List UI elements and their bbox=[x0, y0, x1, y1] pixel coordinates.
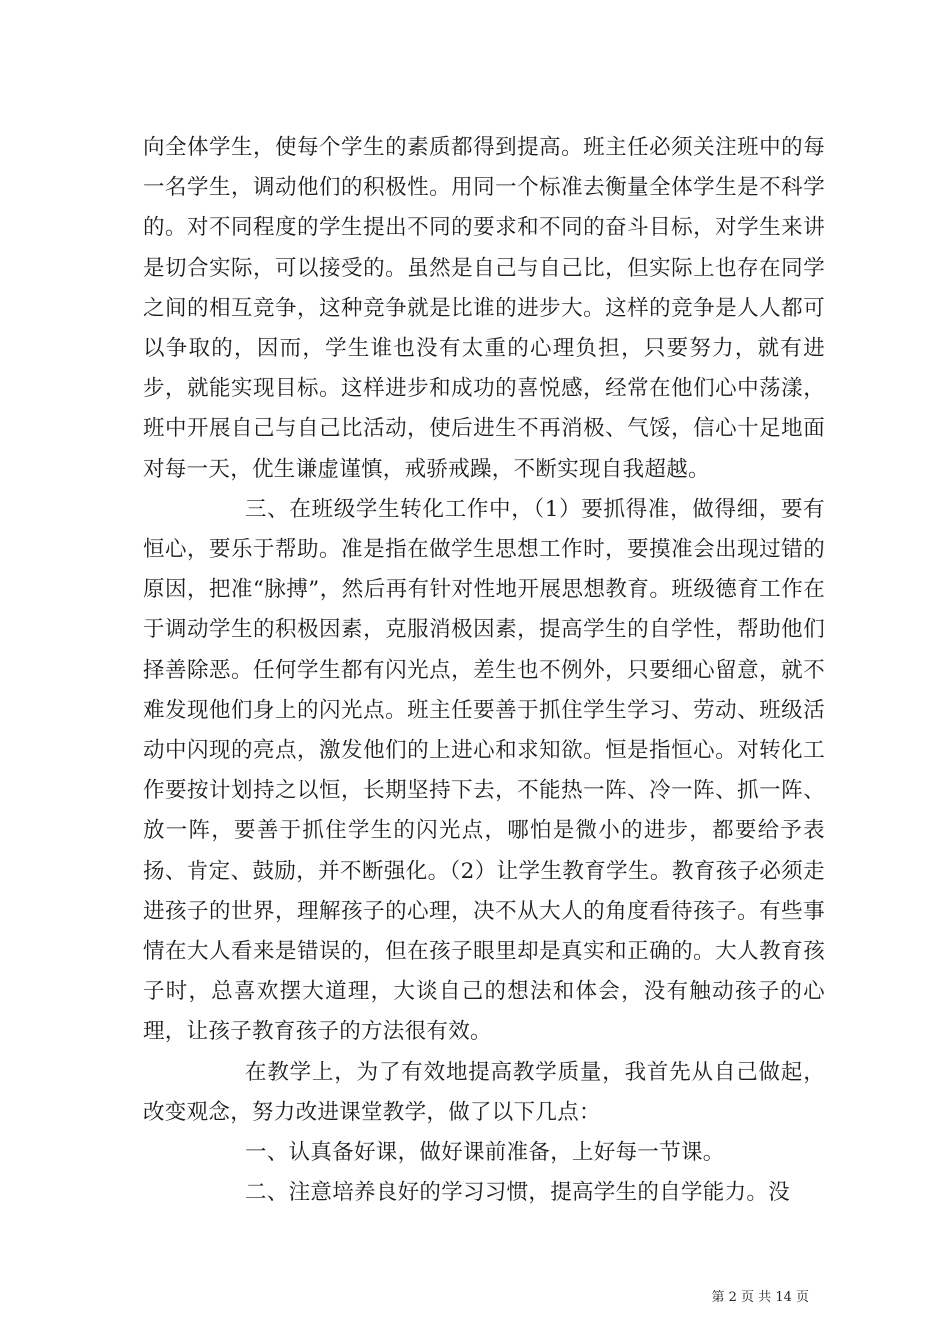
body-text bbox=[143, 128, 825, 1213]
paragraph-point-two: 二、注意培养良好的学习习惯，提高学生的自学能力。没 bbox=[245, 1180, 791, 1206]
paragraph-class-management: 向全体学生，使每个学生的素质都得到提高。班主任必须关注班中的每一名学生，调动他们的积极性。用同一个标准去衡量全体学生是不科学的。对不同程度的学生提出不同的要求和不同的奋斗目标，对学生来讲是切合实际，可以接受的。虽然是自己与自己比，但实际上也存在同学之间的相互竞争，这种竞争就是比谁的进步大。这样的竞争是人人都可以争取的，因而，学生谁也没有太重的心理负担，只要努力，就有进步，就能实现目标。这样进步和成功的喜悦感，经常在他们心中荡漾，班中开展自己与自己比活动，使后进生不再消极、气馁，信心十足地面对每一天，优生谦虚谨慎，戒骄戒躁，不断实现自我超越。 bbox=[143, 135, 825, 482]
paragraph-point-one: 一、认真备好课，做好课前准备，上好每一节课。 bbox=[245, 1140, 725, 1166]
paragraph-student-transformation: 三、在班级学生转化工作中，（1）要抓得准，做得细，要有恒心，要乐于帮助。准是指在做学生思想工作时，要摸准会出现过错的原因，把准“脉搏”，然后再有针对性地开展思想教育。班级德育工作在于调动学生的积极因素，克服消极因素，提高学生的自学性，帮助他们择善除恶。任何学生都有闪光点，差生也不例外，只要细心留意，就不难发现他们身上的闪光点。班主任要善于抓住学生学习、劳动、班级活动中闪现的亮点，激发他们的上进心和求知欲。恒是指恒心。对转化工作要按计划持之以恒，长期坚持下去，不能热一阵、冷一阵、抓一阵、放一阵，要善于抓住学生的闪光点，哪怕是微小的进步，都要给予表扬、肯定、鼓励，并不断强化。（2）让学生教育学生。教育孩子必须走进孩子的世界，理解孩子的心理，决不从大人的角度看待孩子。有些事情在大人看来是错误的，但在孩子眼里却是真实和正确的。大人教育孩子时，总喜欢摆大道理，大谈自己的想法和体会，没有触动孩子的心理，让孩子教育孩子的方法很有效。 bbox=[143, 496, 825, 1045]
paragraph-teaching-intro: 在教学上，为了有效地提高教学质量，我首先从自己做起，改变观念，努力改进课堂教学，做了以下几点： bbox=[143, 1059, 825, 1125]
page-number-footer: 第 2 页 共 14 页 bbox=[711, 1290, 809, 1305]
